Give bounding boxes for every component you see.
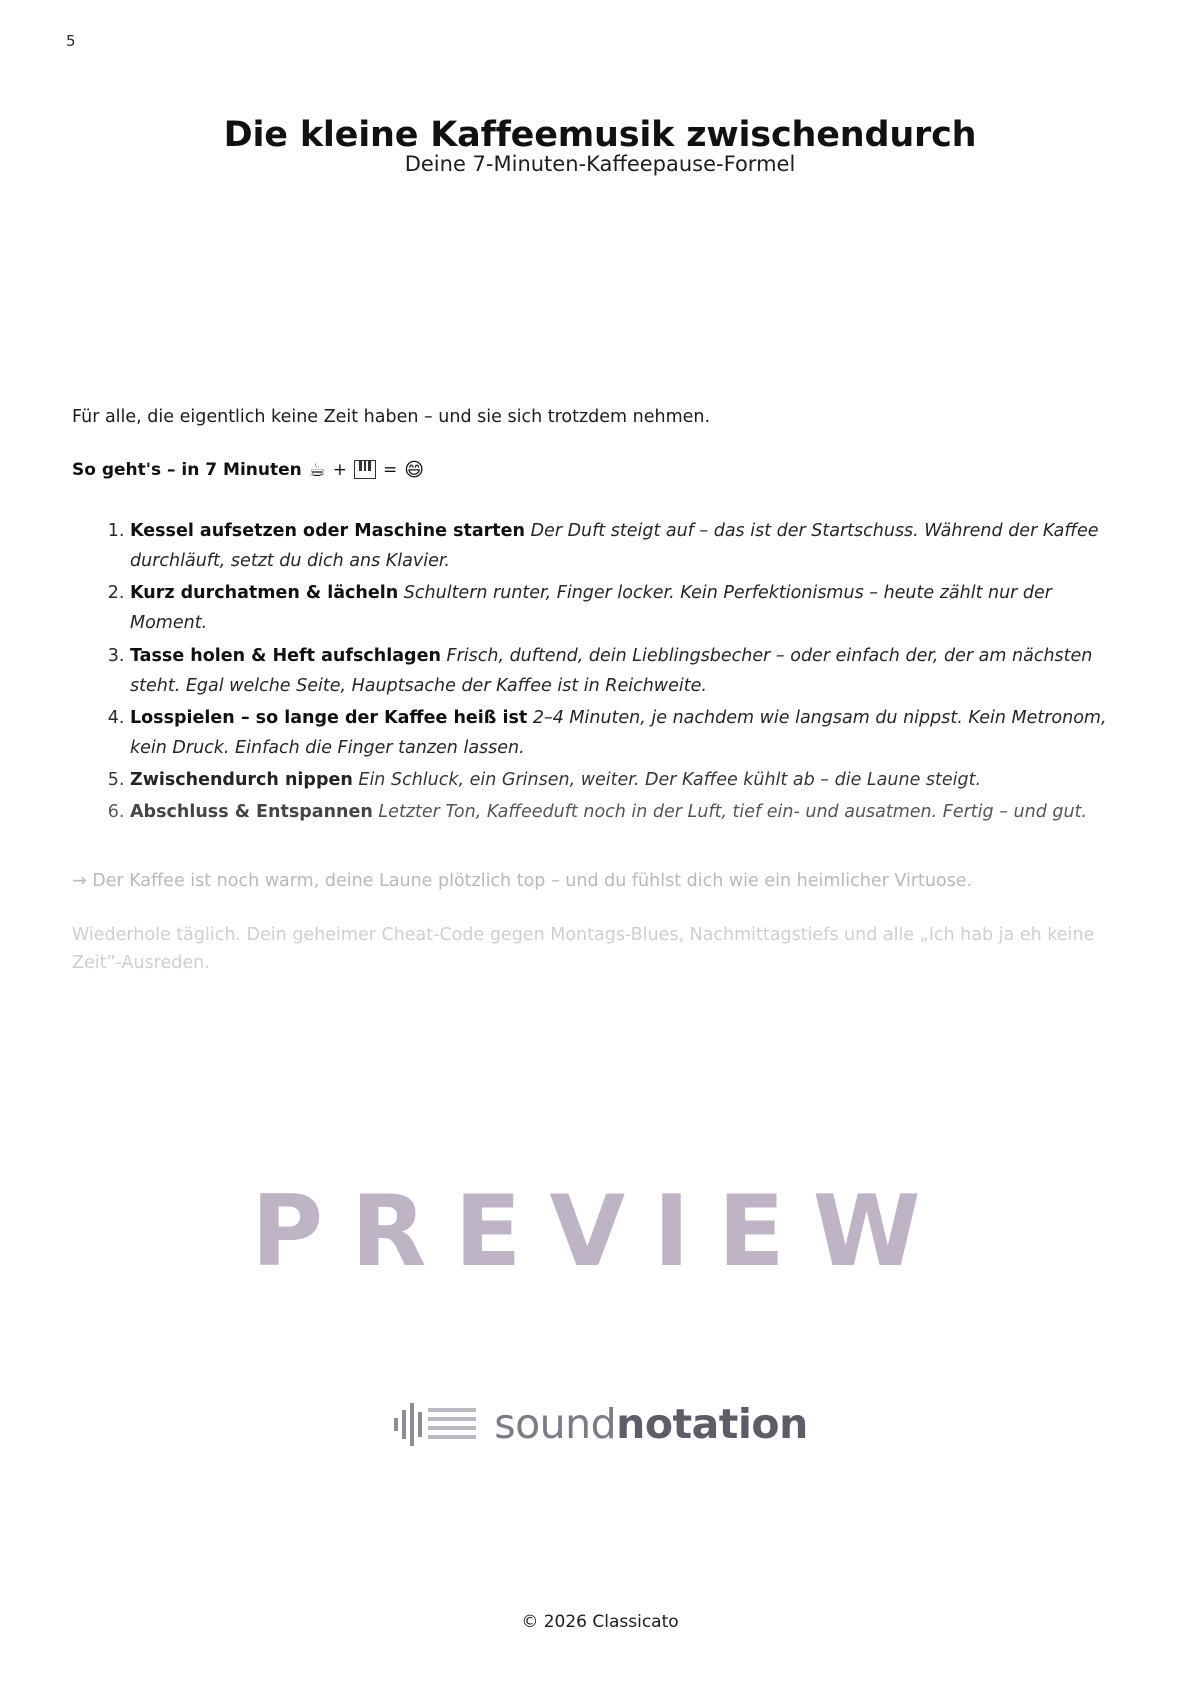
page-number: 5 bbox=[66, 32, 76, 50]
step-lead: Kessel aufsetzen oder Maschine starten bbox=[130, 521, 525, 542]
list-item bbox=[130, 797, 1128, 827]
soundnotation-logo bbox=[0, 1400, 1200, 1448]
document-body bbox=[72, 405, 1128, 1003]
step-lead: Losspielen – so lange der Kaffee heiß ist bbox=[130, 707, 528, 728]
list-item bbox=[130, 516, 1128, 576]
step-description: Schultern runter, Finger locker. Kein Perfektionismus – heute zählt nur der Moment. bbox=[130, 583, 1053, 634]
step-lead: Zwischendurch nippen bbox=[130, 769, 353, 790]
step-lead: Tasse holen & Heft aufschlagen bbox=[130, 645, 441, 666]
step-description: Letzter Ton, Kaffeeduft noch in der Luft, tief ein- und ausatmen. Fertig – und gut. bbox=[378, 802, 1087, 823]
step-lead: Kurz durchatmen & lächeln bbox=[130, 583, 399, 604]
closing-section bbox=[72, 867, 1128, 977]
waveform-logo-icon bbox=[392, 1400, 478, 1448]
logo-wordmark bbox=[494, 1400, 808, 1448]
smiling-face-icon: 😄 bbox=[404, 458, 425, 481]
howto-label: So geht's – in 7 Minuten bbox=[72, 459, 302, 480]
list-item bbox=[130, 703, 1128, 763]
closing-paragraph-2: Wiederhole täglich. Dein geheimer Cheat-Code gegen Montags-Blues, Nachmittagstiefs und alle „Ich hab ja eh keine Zeit”-Ausreden. bbox=[72, 925, 1095, 974]
step-description: 2–4 Minuten, je nachdem wie langsam du nippst. Kein Metronom, kein Druck. Einfach die Finger tanzen lassen. bbox=[130, 707, 1107, 758]
howto-heading bbox=[72, 458, 1128, 483]
page-subtitle: Deine 7-Minuten-Kaffeepause-Formel bbox=[404, 152, 796, 176]
equals-sign: = bbox=[383, 459, 398, 480]
coffee-cup-icon: ☕ bbox=[308, 458, 326, 481]
step-lead: Abschluss & Entspannen bbox=[130, 802, 373, 823]
logo-text-light: sound bbox=[494, 1400, 617, 1448]
step-description: Der Duft steigt auf – das ist der Startschuss. Während der Kaffee durchläuft, setzt du dich ans Klavier. bbox=[130, 521, 1099, 572]
copyright-notice: © 2026 Classicato bbox=[521, 1612, 679, 1632]
step-description: Ein Schluck, ein Grinsen, weiter. Der Kaffee kühlt ab – die Laune steigt. bbox=[358, 769, 982, 790]
list-item bbox=[130, 578, 1128, 638]
piano-keys-icon bbox=[354, 460, 376, 479]
list-item bbox=[130, 765, 1128, 795]
step-description: Frisch, duftend, dein Lieblingsbecher – oder einfach der, der am nächsten steht. Egal welche Seite, Hauptsache der Kaffee ist in Reichweite. bbox=[130, 645, 1093, 696]
logo-text-bold: notation bbox=[616, 1400, 808, 1448]
intro-paragraph: Für alle, die eigentlich keine Zeit haben – und sie sich trotzdem nehmen. bbox=[72, 407, 711, 427]
preview-watermark: PREVIEW bbox=[251, 1175, 949, 1289]
steps-list bbox=[72, 516, 1128, 827]
list-item bbox=[130, 641, 1128, 701]
plus-sign: + bbox=[332, 459, 348, 480]
closing-paragraph-1: → Der Kaffee ist noch warm, deine Laune plötzlich top – und du fühlst dich wie ein heimlicher Virtuose. bbox=[72, 871, 973, 892]
page-title: Die kleine Kaffeemusik zwischendurch bbox=[223, 115, 977, 156]
